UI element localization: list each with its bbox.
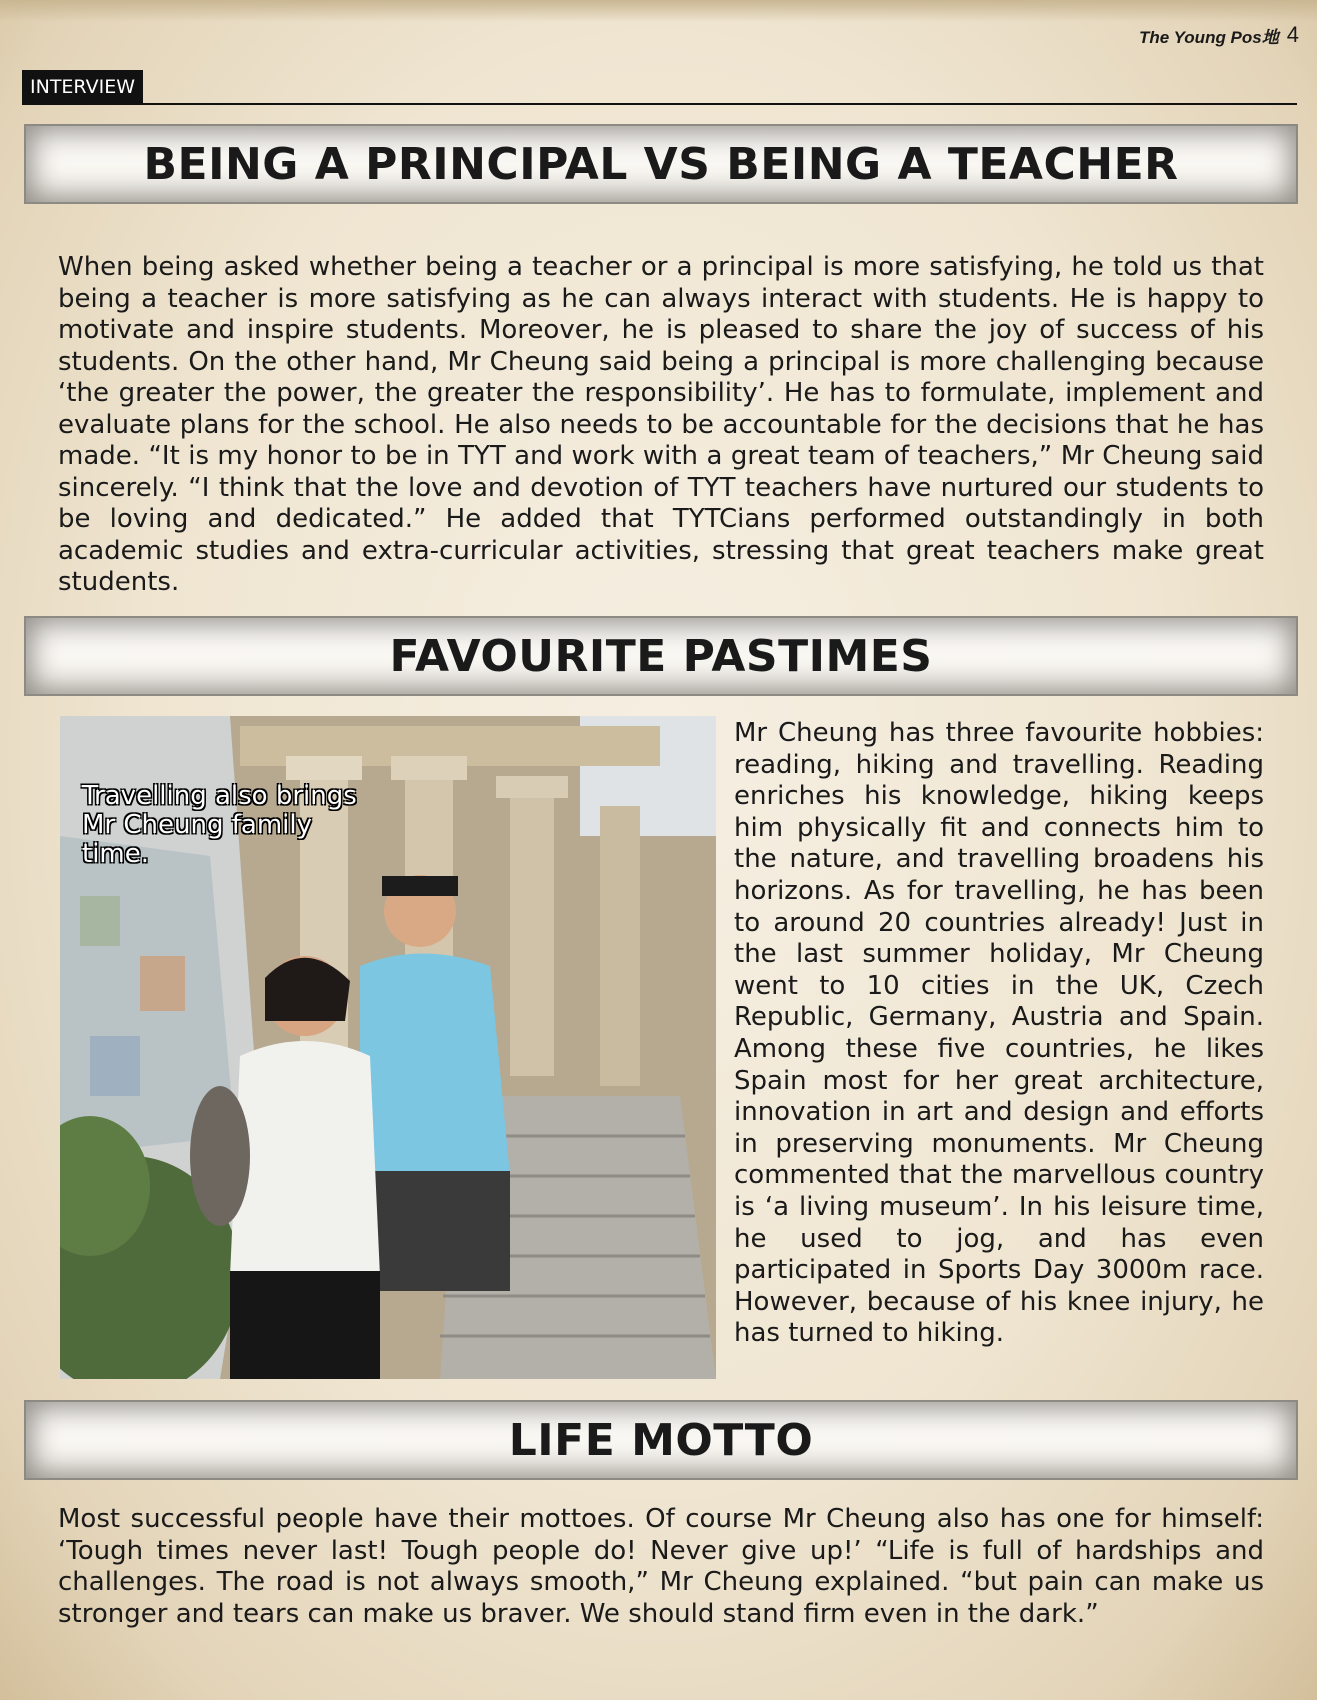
section-title: LIFE MOTTO: [508, 1414, 814, 1466]
section-tag: INTERVIEW: [22, 70, 143, 104]
page-number: 4: [1286, 22, 1299, 47]
section-body-favourite-pastimes: Mr Cheung has three favourite hobbies: reading, hiking and travelling. Reading enriches his knowledge, hiking keeps him physically fit and connects him to the nature, and travelling broadens his horizons. As for travelling, he has been to around 20 countries already! Just in the last summer holiday, Mr Cheung went to 10 cities in the UK, Czech Republic, Germany, Austria and Spain. Among these five countries, he likes Spain most for her great architecture, innovation in art and design and efforts in preserving monuments. Mr Cheung commented that the marvellous country is ‘a living museum’. In his leisure time, he used to jog, and has even participated in Sports Day 3000m race. However, because of his knee injury, he has turned to hiking.: [734, 718, 1264, 1349]
section-banner-life-motto: [24, 1400, 1298, 1480]
photo-caption: Travelling also brings Mr Cheung family time.: [82, 781, 357, 869]
page-header: [1139, 22, 1299, 48]
header-rule: [22, 103, 1297, 105]
travel-photo: [60, 716, 716, 1379]
section-banner-principal-vs-teacher: [24, 124, 1298, 204]
section-body-life-motto: Most successful people have their mottoes. Of course Mr Cheung also has one for himself: ‘Tough times never last! Tough people do! Never give up!’ “Life is full of hardships and challenges. The road is not always smooth,” Mr Cheung explained. “but pain can make us stronger and tears can make us braver. We should stand firm even in the dark.”: [58, 1504, 1264, 1629]
section-title: BEING A PRINCIPAL VS BEING A TEACHER: [143, 138, 1179, 190]
decorative-top-band: [0, 0, 1317, 22]
publication-name: The Young Pos地: [1138, 27, 1279, 47]
section-title: FAVOURITE PASTIMES: [389, 630, 933, 682]
section-banner-favourite-pastimes: [24, 616, 1298, 696]
section-body-principal-vs-teacher: When being asked whether being a teacher or a principal is more satisfying, he told us that being a teacher is more satisfying as he can always interact with students. He is happy to motivate and inspire students. Moreover, he is pleased to share the joy of success of his students. On the other hand, Mr Cheung said being a principal is more challenging because ‘the greater the power, the greater the responsibility’. He has to formulate, implement and evaluate plans for the school. He also needs to be accountable for the decisions that he has made. “It is my honor to be in TYT and work with a great team of teachers,” Mr Cheung said sincerely. “I think that the love and devotion of TYT teachers have nurtured our students to be loving and dedicated.” He added that TYTCians performed outstandingly in both academic studies and extra-curricular activities, stressing that great teachers make great students.: [58, 252, 1264, 597]
